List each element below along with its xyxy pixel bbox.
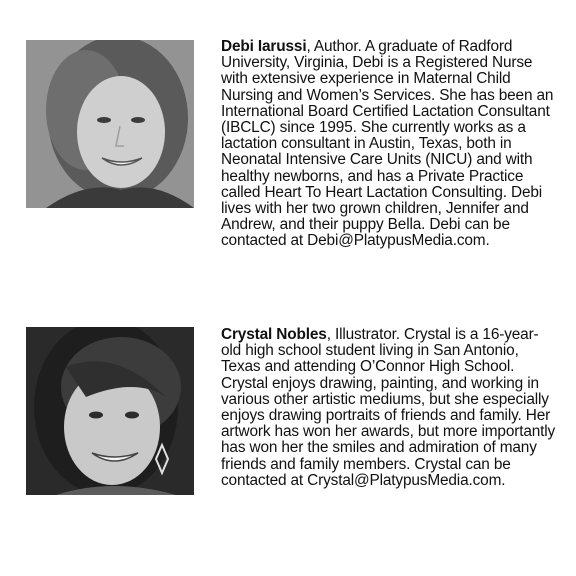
author-name: Debi Iarussi (221, 38, 307, 55)
illustrator-bio-body: , Illustrator. Crystal is a 16-year-old high school student living in San Antonio, Texas and attending O’Connor High School. Crystal enjoys drawing, painting, and working in various other artistic mediums, but she especially enjoys drawing portraits of friends and family. Her artwork has won her awards, but more importantly has won her the smiles and admiration of many friends and family members. Crystal can be contacted at Crystal@PlatypusMedia.com. (221, 326, 556, 489)
author-bio-text (221, 39, 556, 250)
illustrator-name: Crystal Nobles (221, 326, 327, 343)
illustrator-portrait-image (26, 327, 194, 495)
illustrator-bio-text (221, 327, 556, 489)
author-bio-body: , Author. A graduate of Radford University, Virginia, Debi is a Registered Nurse with extensive experience in Maternal Child Nursing and Women’s Services. She has been an International Board Certified Lactation Consultant (IBCLC) since 1995. She currently works as a lactation consultant in Austin, Texas, both in Neonatal Intensive Care Units (NICU) and with healthy newborns, and has a Private Practice called Heart To Heart Lactation Consulting. Debi lives with her two grown children, Jennifer and Andrew, and their puppy Bella. Debi can be contacted at Debi@PlatypusMedia.com. (221, 38, 554, 250)
author-portrait-photo (26, 40, 194, 208)
illustrator-portrait-photo (26, 327, 194, 495)
author-portrait-image (26, 40, 194, 208)
